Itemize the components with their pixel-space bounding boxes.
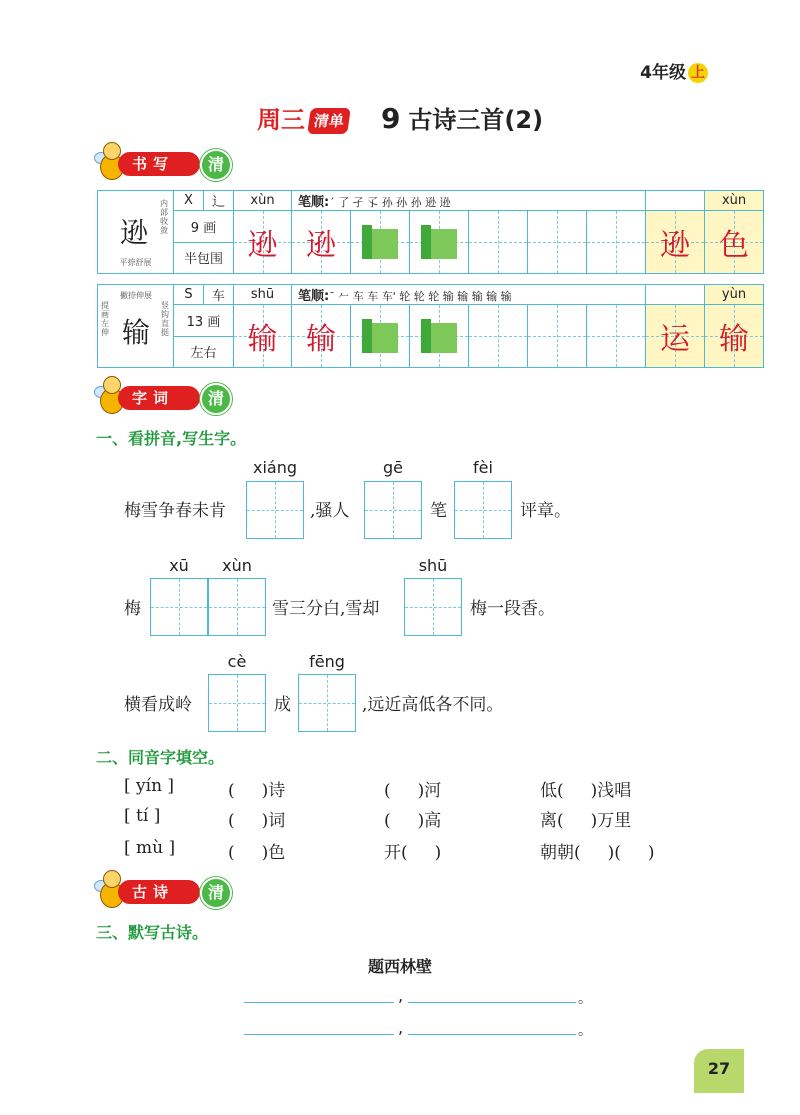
stroke-order: 笔顺:ˉ 𠂉 车 车 车' 轮 轮 轮 输 输 输 输 输 [292, 285, 646, 305]
trace-block-icon [421, 319, 457, 353]
trace-block-icon [421, 225, 457, 259]
pinyin-ge: gē [383, 458, 403, 477]
page-number: 27 [694, 1049, 744, 1093]
homophone-blank-1b[interactable]: ( )河 [384, 781, 442, 801]
homophone-pinyin-1: [ yín ] [124, 776, 175, 796]
practice-cell-5 [469, 211, 528, 274]
word-pinyin-1: yùn [705, 285, 764, 305]
grade-mark: 上 [688, 63, 708, 83]
grade-label [640, 58, 708, 83]
pinyin-feng: fēng [309, 652, 345, 671]
lesson-title: 古诗三首(2) [408, 106, 544, 134]
section-qing-badge: 清 [200, 877, 232, 909]
practice-cell-6 [528, 211, 587, 274]
practice-cell-2: 逊 [292, 211, 351, 274]
homophone-pinyin-2: [ tí ] [124, 806, 161, 826]
practice-cell-3 [351, 305, 410, 368]
radical: 车 [204, 285, 234, 305]
q1-line1-text3: 笔 [430, 501, 447, 521]
answer-box-xun[interactable] [208, 578, 266, 636]
big-char: 逊 [119, 216, 148, 249]
char-note-bottom: 平捺舒展 [119, 258, 152, 267]
char-table-xun [97, 190, 764, 274]
section-writing-header [96, 150, 236, 180]
stroke-count: 13 画 [174, 305, 234, 337]
pinyin-fei: fèi [473, 458, 493, 477]
answer-box-ce[interactable] [208, 674, 266, 732]
char-note-left: 提画左伸 [101, 301, 109, 337]
title-day: 周三 [256, 106, 305, 134]
char-structure: 半包围 [174, 242, 234, 274]
section-words-label: 字词 [118, 386, 200, 410]
practice-cell-7 [587, 305, 646, 368]
poem-line-2b[interactable] [408, 1034, 576, 1035]
section-words-header [96, 384, 236, 414]
char-structure: 左右 [174, 336, 234, 368]
title-badge: 清单 [307, 108, 351, 134]
practice-cell-1: 逊 [234, 211, 292, 274]
q1-line3-text3: ,远近高低各不同。 [362, 695, 504, 715]
char-note-top: 内部收敛 [160, 199, 168, 235]
pinyin-ce: cè [227, 652, 247, 671]
page-title [0, 100, 800, 135]
poem-line-1a[interactable] [244, 1002, 394, 1003]
practice-cell-7 [587, 211, 646, 274]
char-display-shu [98, 285, 174, 368]
section-poem-header [96, 878, 236, 908]
poem-title: 题西林壁 [367, 957, 432, 976]
char-note-top: 撇捺伸展 [120, 291, 152, 300]
section-poem-label: 古诗 [118, 880, 200, 904]
lesson-number: 9 [380, 102, 401, 135]
q1-line1-text1: 梅雪争春未肯 [124, 501, 226, 521]
answer-box-xu[interactable] [150, 578, 208, 636]
empty-cell [646, 285, 705, 305]
q1-line2-text2: 雪三分白,雪却 [272, 599, 380, 619]
q1-line2-text1: 梅 [124, 599, 141, 619]
homophone-blank-1c[interactable]: 低( )浅唱 [540, 781, 632, 801]
homophone-blank-3a[interactable]: ( )色 [228, 843, 286, 863]
grade-text: 4年级 [640, 63, 686, 83]
char-note-right: 竖钩直挺 [161, 301, 169, 337]
word-char-2: 色 [705, 211, 764, 274]
q1-line1-text2: ,骚人 [310, 501, 350, 521]
word-char-2: 输 [705, 305, 764, 368]
practice-cell-5 [469, 305, 528, 368]
poem-comma-2: , [398, 1018, 404, 1037]
homophone-blank-1a[interactable]: ( )诗 [228, 781, 286, 801]
answer-box-feng[interactable] [298, 674, 356, 732]
answer-box-xiang[interactable] [246, 481, 304, 539]
trace-block-icon [362, 225, 398, 259]
answer-box-ge[interactable] [364, 481, 422, 539]
initial-letter: S [174, 285, 204, 305]
practice-cell-3 [351, 211, 410, 274]
initial-letter: X [174, 191, 204, 211]
answer-box-fei[interactable] [454, 481, 512, 539]
practice-cell-6 [528, 305, 587, 368]
poem-comma-1: , [398, 986, 404, 1005]
pinyin-xiang: xiáng [252, 458, 297, 477]
char-display-xun [98, 191, 174, 274]
char-pinyin: xùn [234, 191, 292, 211]
pinyin-xu: xū [169, 556, 189, 575]
pinyin-shu: shū [418, 556, 448, 575]
stroke-count: 9 画 [174, 211, 234, 243]
stroke-order: 笔顺:ˊ 了 孑 孓 孙 孙 孙 逊 逊 [292, 191, 646, 211]
poem-period-1: 。 [578, 991, 592, 1007]
word-char-1: 运 [646, 305, 705, 368]
poem-period-2: 。 [578, 1023, 592, 1039]
question-2-title: 二、同音字填空。 [96, 748, 225, 767]
homophone-blank-2a[interactable]: ( )词 [228, 811, 286, 831]
homophone-blank-2b[interactable]: ( )高 [384, 811, 442, 831]
big-char: 输 [121, 316, 150, 349]
question-1-title: 一、看拼音,写生字。 [96, 429, 247, 448]
word-pinyin-1: xùn [705, 191, 764, 211]
q1-line2-text3: 梅一段香。 [470, 599, 555, 619]
poem-line-1b[interactable] [408, 1002, 576, 1003]
trace-block-icon [362, 319, 398, 353]
question-3-title: 三、默写古诗。 [96, 923, 209, 942]
q1-line3-text1: 横看成岭 [124, 695, 192, 715]
radical: 辶 [204, 191, 234, 211]
empty-cell [646, 191, 705, 211]
practice-cell-1: 输 [234, 305, 292, 368]
char-pinyin: shū [234, 285, 292, 305]
homophone-blank-3c[interactable]: 朝朝( )( ) [540, 843, 655, 863]
practice-cell-4 [410, 305, 469, 368]
section-qing-badge: 清 [200, 149, 232, 181]
practice-cell-2: 输 [292, 305, 351, 368]
pinyin-xun: xùn [222, 556, 252, 575]
answer-box-shu[interactable] [404, 578, 462, 636]
homophone-blank-2c[interactable]: 离( )万里 [540, 811, 632, 831]
practice-cell-4 [410, 211, 469, 274]
q1-line1-text4: 评章。 [520, 501, 571, 521]
q1-line3-text2: 成 [274, 695, 291, 715]
section-qing-badge: 清 [200, 383, 232, 415]
poem-line-2a[interactable] [244, 1034, 394, 1035]
homophone-pinyin-3: [ mù ] [124, 838, 176, 858]
section-writing-label: 书写 [118, 152, 200, 176]
homophone-blank-3b[interactable]: 开( ) [384, 843, 442, 863]
word-char-1: 逊 [646, 211, 705, 274]
char-table-shu [97, 284, 764, 368]
